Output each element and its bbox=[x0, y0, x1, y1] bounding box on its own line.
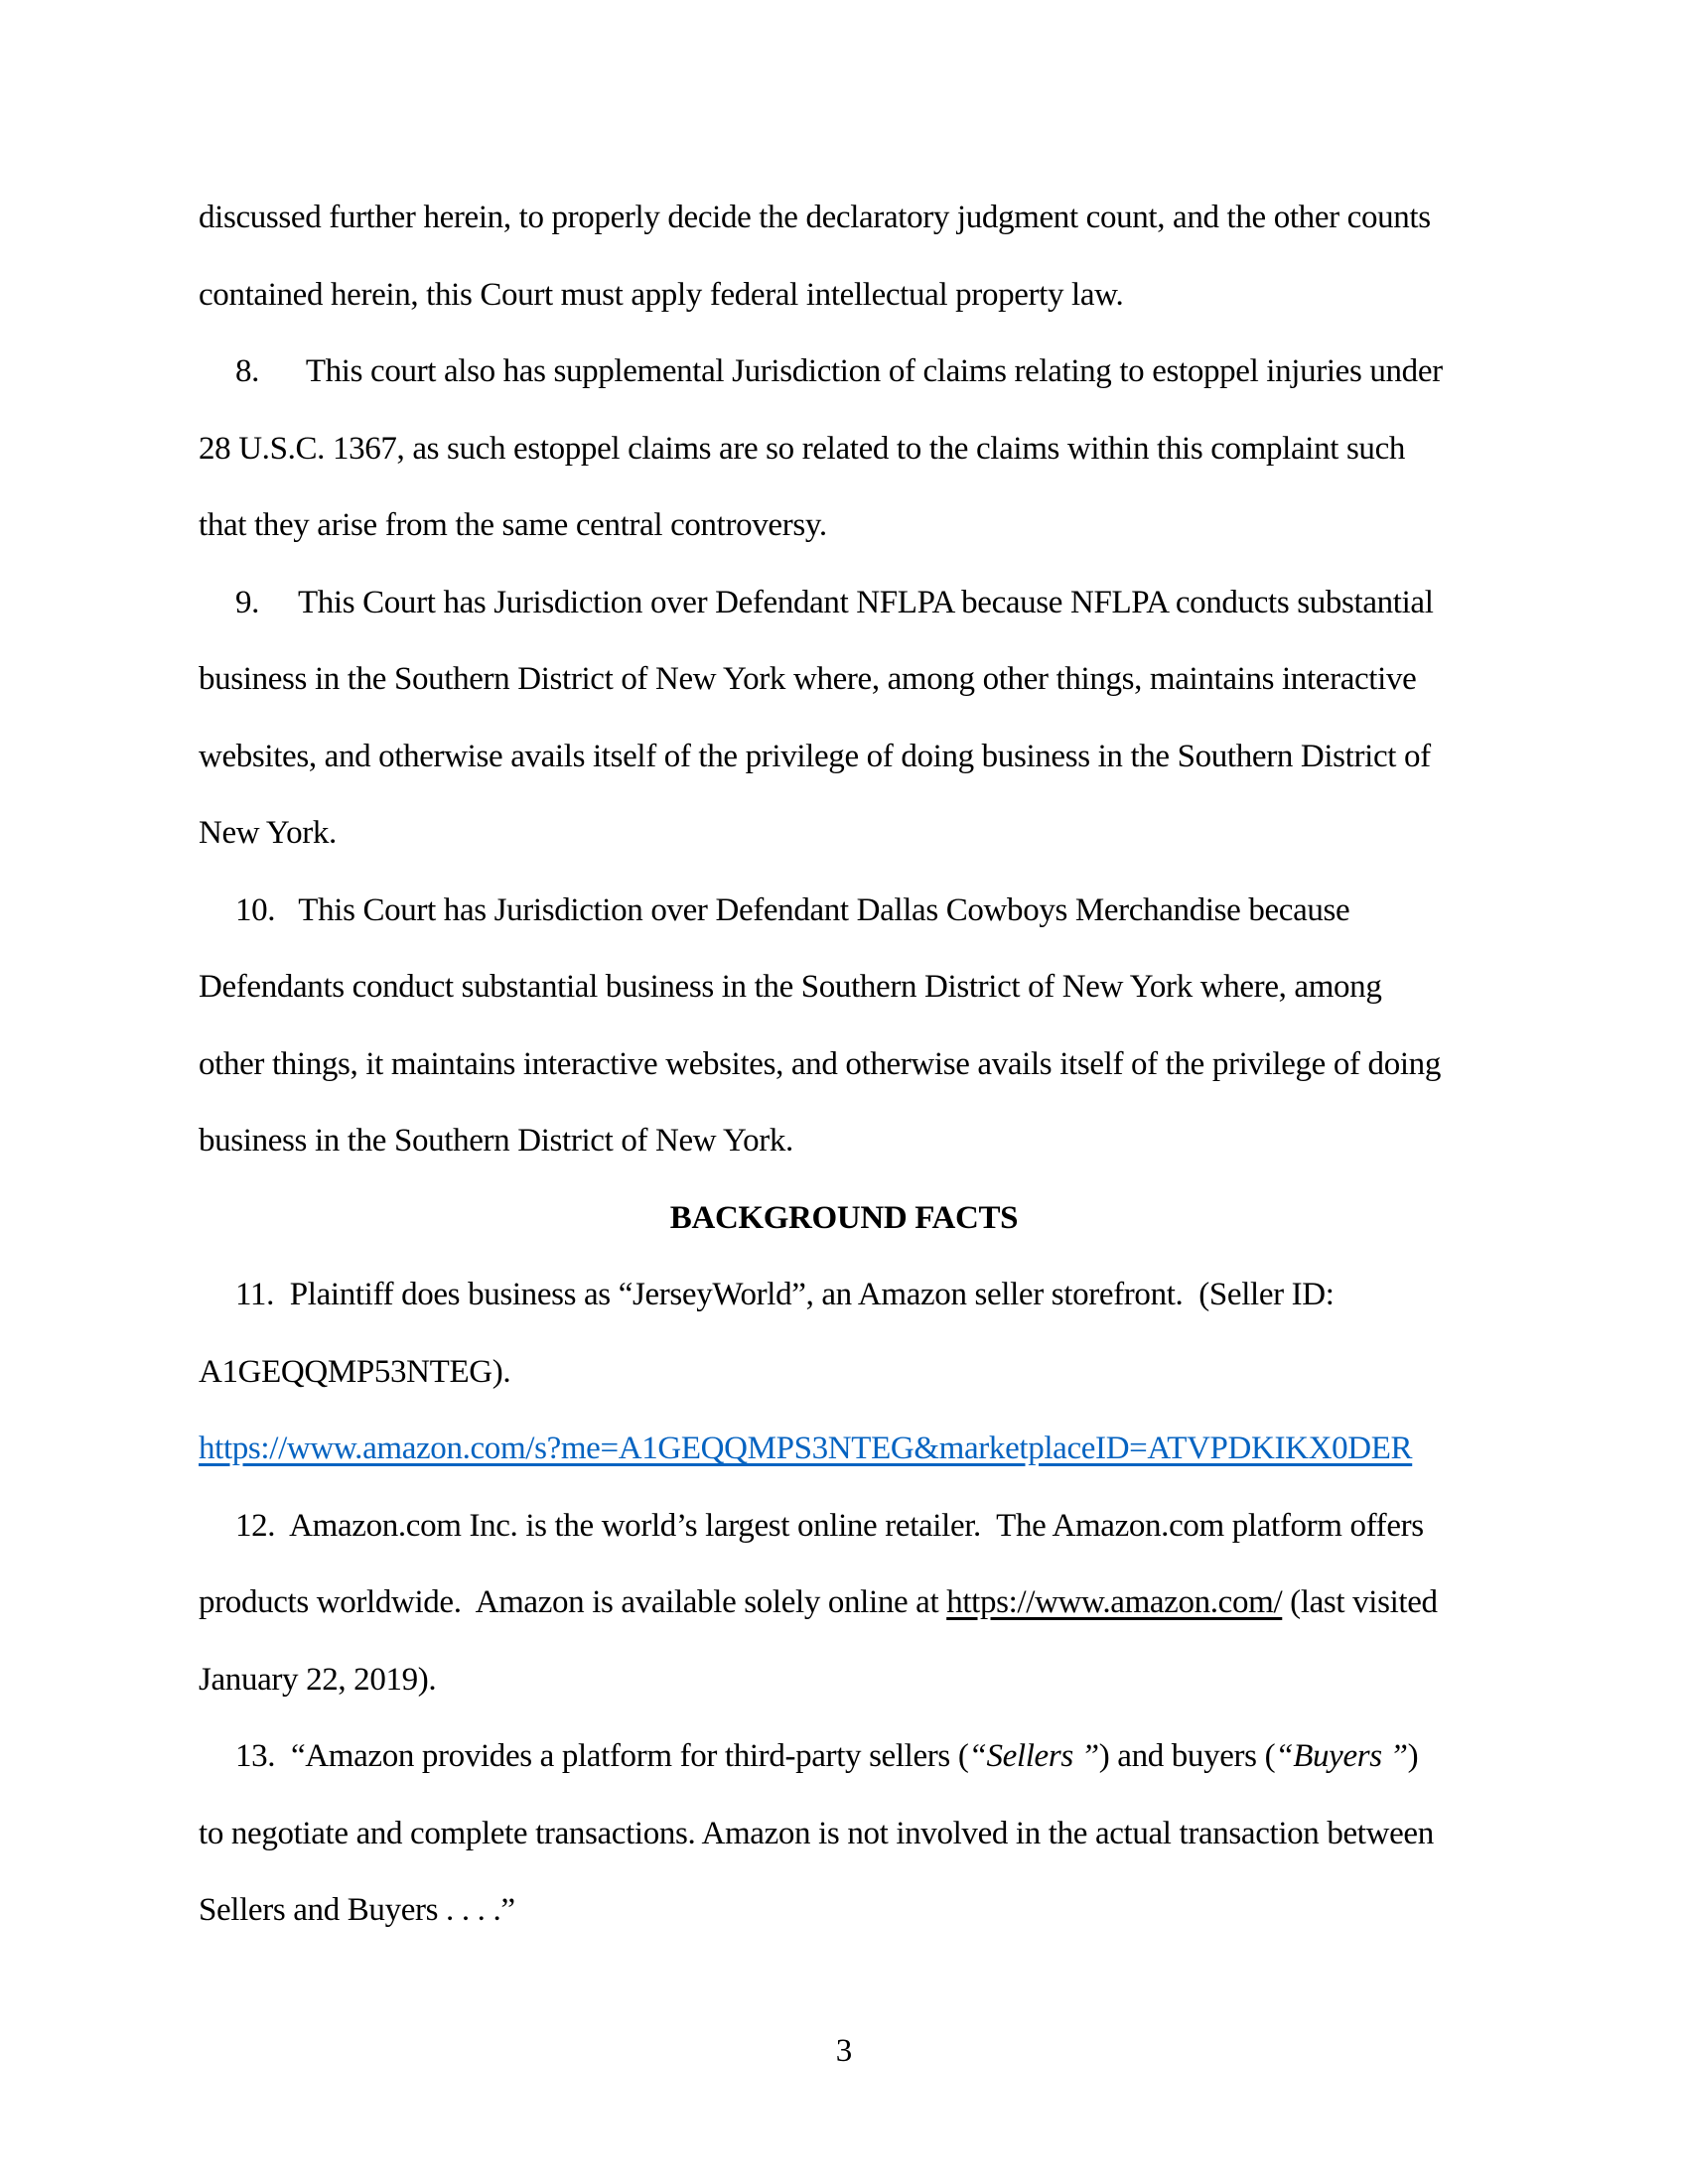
text-run: New York. bbox=[199, 815, 337, 851]
document-line bbox=[199, 411, 1489, 488]
document-line bbox=[199, 719, 1489, 796]
text-run: Defendants conduct substantial business in the Southern District of New York where, among bbox=[199, 969, 1382, 1005]
document-line bbox=[199, 1565, 1489, 1642]
document-line bbox=[199, 1718, 1489, 1796]
page-number: 3 bbox=[835, 2033, 853, 2069]
text-run: ) and buyers ( bbox=[1098, 1738, 1276, 1774]
text-run: 28 U.S.C. 1367, as such estoppel claims are so related to the claims within this complaint such bbox=[199, 430, 1406, 467]
text-run: Sellers and Buyers . . . .” bbox=[199, 1892, 515, 1928]
text-run: that they arise from the same central controversy. bbox=[199, 507, 827, 543]
text-run: 8. This court also has supplemental Jurisdiction of claims relating to estoppel injuries under bbox=[235, 353, 1443, 389]
document-body bbox=[199, 180, 1489, 1950]
document-line bbox=[199, 641, 1489, 719]
text-run: 12. Amazon.com Inc. is the world’s largest online retailer. The Amazon.com platform offers bbox=[235, 1507, 1424, 1544]
text-run: (last visited bbox=[1282, 1584, 1438, 1620]
text-run: contained herein, this Court must apply federal intellectual property law. bbox=[199, 276, 1124, 313]
section-heading bbox=[199, 1180, 1489, 1258]
text-run: “Sellers ” bbox=[968, 1738, 1099, 1774]
text-run: ) bbox=[1407, 1738, 1419, 1774]
document-line bbox=[199, 873, 1489, 950]
document-line bbox=[199, 795, 1489, 873]
document-line bbox=[199, 1796, 1489, 1873]
document-line bbox=[199, 1488, 1489, 1566]
document-line bbox=[199, 487, 1489, 565]
text-run: other things, it maintains interactive websites, and otherwise avails itself of the privilege of doing bbox=[199, 1045, 1441, 1082]
text-run: business in the Southern District of New York. bbox=[199, 1123, 793, 1159]
amazon-home-link[interactable]: https://www.amazon.com/ bbox=[946, 1584, 1283, 1620]
document-line bbox=[199, 1872, 1489, 1950]
document-line bbox=[199, 1642, 1489, 1719]
text-run: 11. Plaintiff does business as “JerseyWorld”, an Amazon seller storefront. (Seller ID: bbox=[235, 1277, 1335, 1312]
text-run: 9. This Court has Jurisdiction over Defendant NFLPA because NFLPA conducts substantial bbox=[235, 584, 1434, 620]
text-run: January 22, 2019). bbox=[199, 1661, 437, 1698]
document-line bbox=[199, 1257, 1489, 1334]
text-run: websites, and otherwise avails itself of the privilege of doing business in the Southern District of bbox=[199, 738, 1431, 774]
document-line bbox=[199, 1026, 1489, 1104]
text-run: “Buyers ” bbox=[1275, 1738, 1408, 1774]
text-run: products worldwide. Amazon is available solely online at bbox=[199, 1584, 947, 1620]
text-run: to negotiate and complete transactions. Amazon is not involved in the actual transaction between bbox=[199, 1815, 1434, 1851]
document-line bbox=[199, 949, 1489, 1026]
document-line bbox=[199, 334, 1489, 411]
text-run: discussed further herein, to properly decide the declaratory judgment count, and the other counts bbox=[199, 200, 1431, 235]
text-run: 13. “Amazon provides a platform for third-party sellers ( bbox=[235, 1738, 969, 1774]
document-line bbox=[199, 257, 1489, 335]
text-run: 10. This Court has Jurisdiction over Defendant Dallas Cowboys Merchandise because bbox=[235, 891, 1350, 928]
amazon-storefront-link[interactable]: https://www.amazon.com/s?me=A1GEQQMPS3NTEG&marketplaceID=ATVPDKIKX0DER bbox=[199, 1431, 1413, 1466]
document-line bbox=[199, 1334, 1489, 1412]
text-run: business in the Southern District of New York where, among other things, maintains interactive bbox=[199, 661, 1417, 697]
document-line bbox=[199, 180, 1489, 257]
text-run: BACKGROUND FACTS bbox=[669, 1199, 1019, 1236]
document-line bbox=[199, 1103, 1489, 1180]
document-line bbox=[199, 565, 1489, 642]
document-line bbox=[199, 1411, 1489, 1488]
text-run: A1GEQQMP53NTEG). bbox=[199, 1353, 511, 1390]
